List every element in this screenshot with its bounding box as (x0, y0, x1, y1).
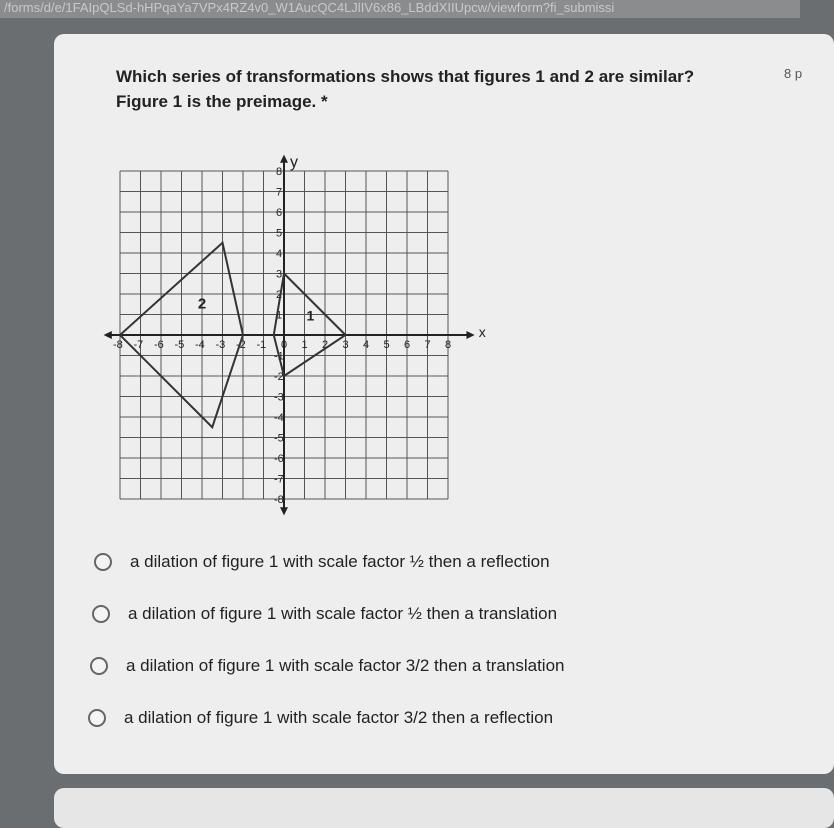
option-4[interactable] (88, 708, 553, 728)
y-tick-label: 6 (276, 207, 283, 219)
y-tick-label: -4 (274, 412, 284, 424)
y-tick-label: -5 (274, 432, 284, 445)
x-tick-label: -8 (113, 339, 123, 351)
y-tick-label: 7 (276, 186, 283, 199)
y-tick-label: 2 (276, 289, 283, 301)
x-axis-arrow (466, 331, 474, 339)
x-tick-label: 5 (383, 339, 390, 351)
option-1[interactable] (94, 552, 550, 572)
x-tick-label: -7 (133, 339, 144, 351)
question-card (54, 34, 834, 774)
y-tick-label: -3 (274, 391, 284, 404)
option-label: a dilation of figure 1 with scale factor 3/2 then a reflection (124, 708, 554, 727)
question-subtitle-line (116, 89, 756, 114)
option-label: a dilation of figure 1 with scale factor ½ then a reflection (130, 552, 550, 571)
figure-1-label: 1 (306, 307, 315, 324)
y-tick-label: 3 (276, 268, 283, 281)
next-question-card (54, 788, 834, 828)
x-tick-label: -1 (256, 339, 267, 351)
x-tick-label: 3 (342, 339, 349, 351)
y-tick-label: 5 (276, 227, 283, 240)
x-tick-label: -3 (215, 339, 226, 351)
points-label: 8 p (784, 66, 803, 81)
x-tick-label: 7 (424, 339, 431, 351)
x-tick-label: -4 (195, 339, 205, 351)
option-3[interactable] (90, 656, 564, 676)
coordinate-graph (113, 153, 534, 550)
y-axis-label: y (290, 153, 298, 171)
y-tick-label: -8 (274, 494, 284, 506)
y-tick-label: -7 (274, 473, 284, 486)
x-tick-label: -6 (154, 339, 164, 351)
radio-icon[interactable] (90, 657, 108, 675)
x-tick-label: 1 (301, 339, 308, 351)
x-tick-label: 8 (445, 339, 452, 351)
y-tick-label: 8 (276, 166, 283, 178)
option-label: a dilation of figure 1 with scale factor ½ then a translation (128, 604, 558, 623)
question-subtitle: Figure 1 is the preimage. (116, 92, 317, 111)
figure-2-label: 2 (197, 295, 207, 313)
radio-icon[interactable] (88, 709, 106, 727)
x-tick-label: -2 (236, 339, 246, 351)
url-text: /forms/d/e/1FAIpQLSd-hHPqaYa7VPx4RZ4v0_W1AucQC4LJlIV6x86_LBddXIIUpcw/viewform?fi_submissi (4, 0, 615, 15)
y-tick-label: -2 (274, 371, 284, 383)
browser-url-bar (0, 0, 800, 18)
y-tick-label: 1 (276, 309, 283, 322)
radio-icon[interactable] (94, 553, 112, 571)
y-tick-label: -6 (274, 453, 284, 465)
question-title-block (116, 64, 756, 114)
x-tick-label: 2 (322, 339, 329, 351)
option-2[interactable] (92, 604, 557, 624)
x-tick-label: 6 (404, 339, 411, 351)
question-title: Which series of transformations shows that figures 1 and 2 are similar? (116, 67, 695, 86)
x-tick-label: 4 (363, 339, 370, 351)
option-label: a dilation of figure 1 with scale factor 3/2 then a translation (126, 656, 565, 675)
x-tick-label: -5 (174, 339, 185, 351)
x-axis-arrow-left (104, 331, 112, 339)
y-axis-arrow (280, 155, 288, 163)
x-tick-label: 0 (281, 339, 288, 351)
y-tick-label: 4 (276, 248, 283, 260)
required-asterisk: * (321, 92, 328, 111)
y-tick-label: -1 (274, 350, 284, 363)
x-axis-label: x (478, 324, 486, 340)
y-axis-arrow-down (280, 507, 288, 515)
radio-icon[interactable] (92, 605, 110, 623)
